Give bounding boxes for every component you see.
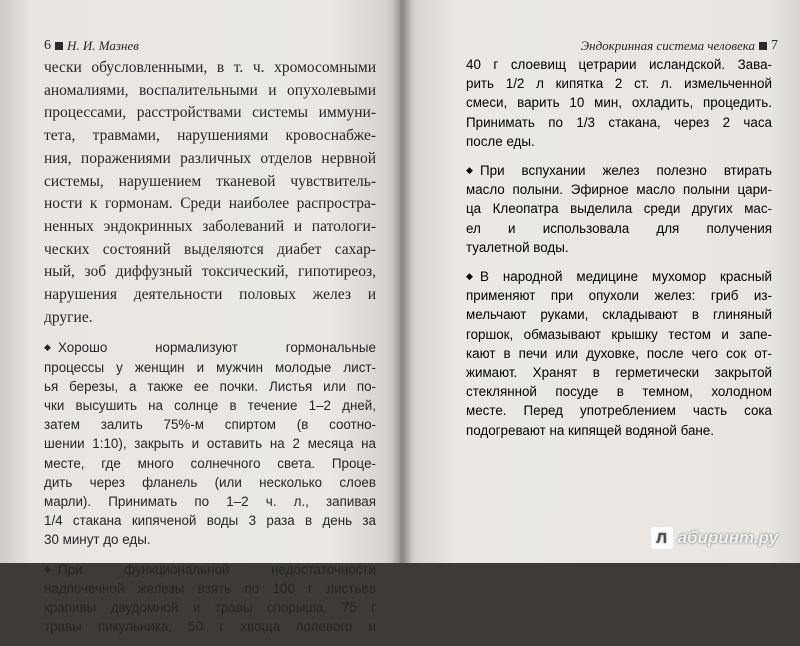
line-text: ца Клеопатра выделила среди других мас- [466,201,772,217]
line-text: Хорошо нормализуют гормональные [58,340,376,356]
line-text: нарушения деятельности половых желез и [44,286,376,304]
line-text: месте, где много солнечного света. Процe- [44,455,376,471]
text-line [466,93,772,112]
line-text: горшок, обмазывают крышку тестом и запе- [466,326,772,342]
text-line [44,598,376,617]
text-line [466,325,772,344]
text-line [44,511,376,530]
square-marker-icon [759,42,767,50]
text-line [466,132,772,151]
text-line [44,473,376,492]
line-text: Принимать по 1/3 стакана, через 2 часа [466,114,772,130]
line-text: шении 1:10), закрыть и оставить на 2 месяца на [44,436,376,452]
text-line [466,363,772,382]
line-text: месте. Перед употреблением часть сока [466,403,772,419]
text-line [466,238,772,257]
line-text: аномалиями, воспалительными и опухолевыми [44,81,376,99]
line-text: дить через фланель (или несколько слоев [44,474,376,490]
text-line [44,358,376,377]
text-line [44,377,376,396]
line-text: При функциональной недостаточности [58,561,376,577]
text-line [466,74,772,93]
recipe-continuation [466,55,772,151]
text-line [44,216,376,239]
line-text: туалетной воды. [466,239,569,255]
line-text: процессы у женщин и мужчин молодые лист- [44,359,376,375]
text-line [466,180,772,199]
square-marker-icon [55,42,63,50]
line-text: 40 г слоевищ цетрарии исландской. Зава- [466,57,772,72]
text-line [44,307,376,330]
line-text: ненных эндокринных заболеваний и патологи- [44,217,376,235]
recipe-wormwood [466,161,772,257]
line-text: системы, нарушением тканевой чувствитель- [44,172,376,190]
line-text: смеси, варить 10 мин, охладить, процедить. [466,95,772,111]
left-running-head [44,38,139,54]
labirint-watermark [651,527,778,549]
line-text: кают в печи или духовке, после чего сок от- [466,345,772,361]
text-line [466,421,772,440]
text-line [44,617,376,636]
line-text: жимают. Хранят в герметически закрытой [466,365,772,381]
left-text-column [44,57,376,646]
line-text: ный, зоб диффузный токсический, гипотиреоз, [44,263,376,281]
recipe-amanita [466,267,772,440]
labirint-logo-icon: Л [651,527,673,549]
diamond-bullet-icon: ◆ [44,342,51,353]
line-text: тета, травмами, нарушениями кровоснабже- [44,127,376,145]
text-line [466,382,772,401]
line-text: масло полыни. Эфирное масло полыни цари- [466,182,772,198]
text-line [466,113,772,132]
right-running-title: Эндокринная система человека [580,38,755,53]
left-page-number: 6 [44,38,51,53]
line-text: после еды. [466,133,535,149]
line-text: применяют при опухоли желез: гриб из- [466,288,772,304]
text-line [44,148,376,171]
line-text: другие. [44,308,93,326]
watermark-text: абиринт.ру [677,528,778,547]
text-line [44,396,376,415]
line-text: стеклянной посуде в темном, холодном [466,384,772,400]
right-running-head [581,38,778,54]
text-line [44,261,376,284]
line-text: мельчают руками, складывают в глиняный [466,307,772,323]
text-line [44,171,376,194]
line-text: 1/4 стакана кипяченой воды 3 раза в день за [44,513,376,529]
text-line [466,267,772,286]
line-text: ел и использовала для получения [466,220,772,236]
line-text: крапивы двудомной и травы спорыша, 75 г [44,600,376,616]
text-line [466,55,772,74]
text-line [466,199,772,218]
text-line [44,454,376,473]
line-text: подогревают на кипящей водяной бане. [466,422,714,438]
line-text: ния, поражениями различных отделов нервной [44,149,376,167]
line-text: ья березы, а также ее почки. Листья или по- [44,378,376,394]
line-text: В народной медицине мухомор красный [480,269,772,285]
text-line [44,102,376,125]
text-line [466,161,772,180]
line-text: чески обусловленными, в т. ч. хромосомными [44,59,376,76]
left-running-title: Н. И. Мазнев [67,38,139,53]
text-line [44,434,376,453]
text-line [466,286,772,305]
line-text: надпочечной железы взять по 100 г листьев [44,580,376,596]
line-text: чки высушить на солнце в течение 1–2 дней, [44,398,376,414]
line-text: ческих состояний выделяются диабет сахар- [44,240,376,258]
diamond-bullet-icon: ◆ [466,271,473,282]
text-line [466,401,772,420]
text-line [44,415,376,434]
line-text: затем залить 75%-м спиртом (в соотно- [44,417,376,433]
line-text: марли). Принимать по 1–2 ч. л., запивая [44,494,376,510]
recipe-adrenal [44,560,376,637]
text-line [44,338,376,357]
left-page [0,0,400,635]
text-line [44,492,376,511]
text-line [466,305,772,324]
text-line [44,80,376,103]
line-text: рить 1/2 л кипятка 2 ст. л. измельченной [466,76,772,92]
diamond-bullet-icon: ◆ [466,165,473,176]
text-line [44,284,376,307]
line-text: ности к гормонам. Среди наиболее распростра- [44,195,376,213]
right-text-column [466,55,772,450]
text-line [44,530,376,549]
line-text: 30 минут до еды. [44,532,151,548]
diamond-bullet-icon: ◆ [44,563,51,574]
text-line [44,239,376,262]
intro-paragraph [44,57,376,329]
text-line [44,57,376,80]
text-line [466,344,772,363]
text-line [466,219,772,238]
line-text: процессами, расстройствами системы иммуни- [44,104,376,122]
text-line [44,193,376,216]
line-text: травы пикульника, 50 г хвоща полевого и [44,619,376,635]
text-line [44,579,376,598]
line-text: При вспухании желез полезно втирать [480,163,772,179]
recipe-birch [44,338,376,549]
text-line [44,125,376,148]
right-page-number: 7 [771,38,778,53]
